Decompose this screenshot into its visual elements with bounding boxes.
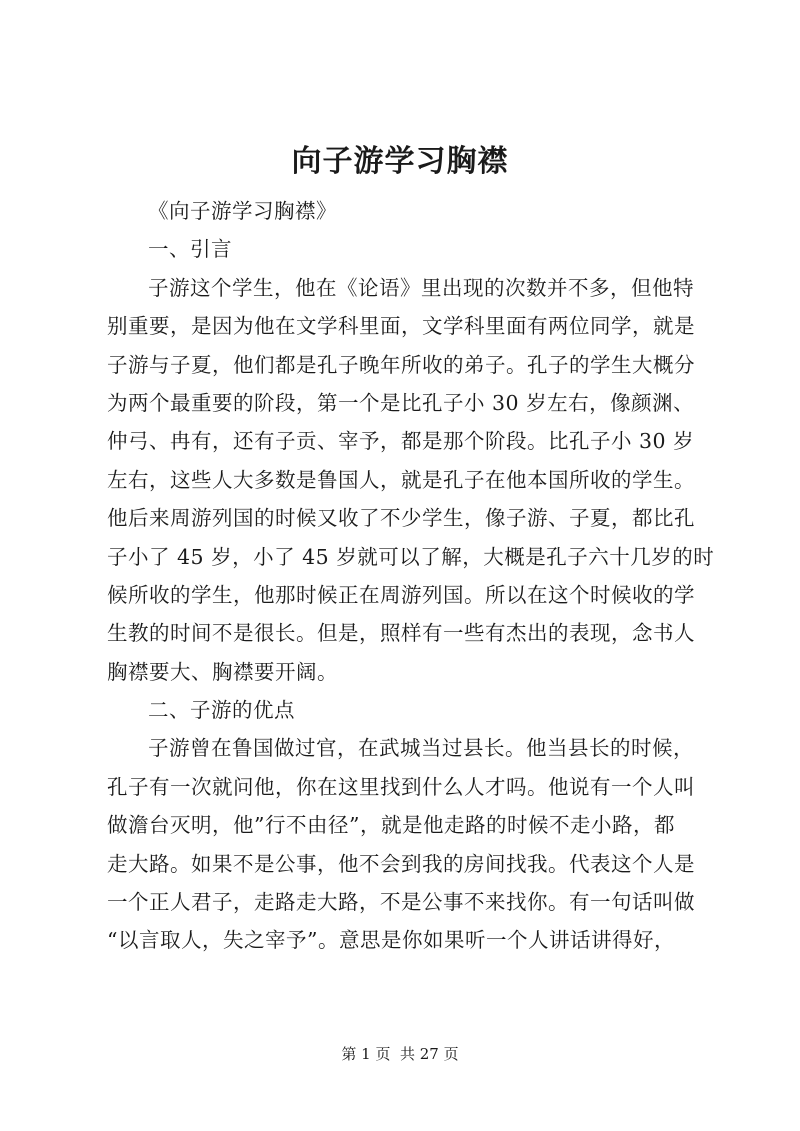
text-line: “以言取人，失之宰予”。意思是你如果听一个人讲话讲得好， xyxy=(107,928,675,953)
text-line: 子游这个学生，他在《论语》里出现的次数并不多，但他特 xyxy=(148,275,694,300)
text-line: 仲弓、冉有，还有子贡、宰予，都是那个阶段。比孔子小 30 岁 xyxy=(107,429,695,454)
text-line: 做澹台灭明，他”行不由径”，就是他走路的时候不走小路，都 xyxy=(107,813,675,838)
text-line: 一个正人君子，走路走大路，不是公事不来找你。有一句话叫做 xyxy=(107,890,695,915)
text-line: 二、子游的优点 xyxy=(148,698,295,723)
text-line: 胸襟要大、胸襟要开阔。 xyxy=(107,659,338,684)
text-line: 为两个最重要的阶段，第一个是比孔子小 30 岁左右，像颜渊、 xyxy=(107,390,695,415)
text-line: 《向子游学习胸襟》 xyxy=(148,199,337,223)
text-line: 他后来周游列国的时候又收了不少学生，像子游、子夏，都比孔 xyxy=(107,506,695,531)
text-line: 子游与子夏，他们都是孔子晚年所收的弟子。孔子的学生大概分 xyxy=(107,352,695,377)
document-title: 向子游学习胸襟 xyxy=(291,144,509,179)
text-line: 走大路。如果不是公事，他不会到我的房间找我。代表这个人是 xyxy=(107,851,695,876)
text-line: 子小了 45 岁，小了 45 岁就可以了解，大概是孔子六十几岁的时 xyxy=(107,544,715,569)
text-line: 一、引言 xyxy=(148,237,232,262)
text-line: 孔子有一次就问他，你在这里找到什么人才吗。他说有一个人叫 xyxy=(107,774,695,799)
text-line: 子游曾在鲁国做过官，在武城当过县长。他当县长的时候， xyxy=(148,736,694,761)
text-line: 候所收的学生，他那时候正在周游列国。所以在这个时候收的学 xyxy=(107,582,695,607)
document-body xyxy=(107,192,715,960)
text-line: 别重要，是因为他在文学科里面，文学科里面有两位同学，就是 xyxy=(107,314,695,339)
text-line: 左右，这些人大多数是鲁国人，就是孔子在他本国所收的学生。 xyxy=(107,467,695,492)
page-footer: 第 1 页 共 27 页 xyxy=(341,1045,459,1063)
text-line: 生教的时间不是很长。但是，照样有一些有杰出的表现，念书人 xyxy=(107,621,695,646)
